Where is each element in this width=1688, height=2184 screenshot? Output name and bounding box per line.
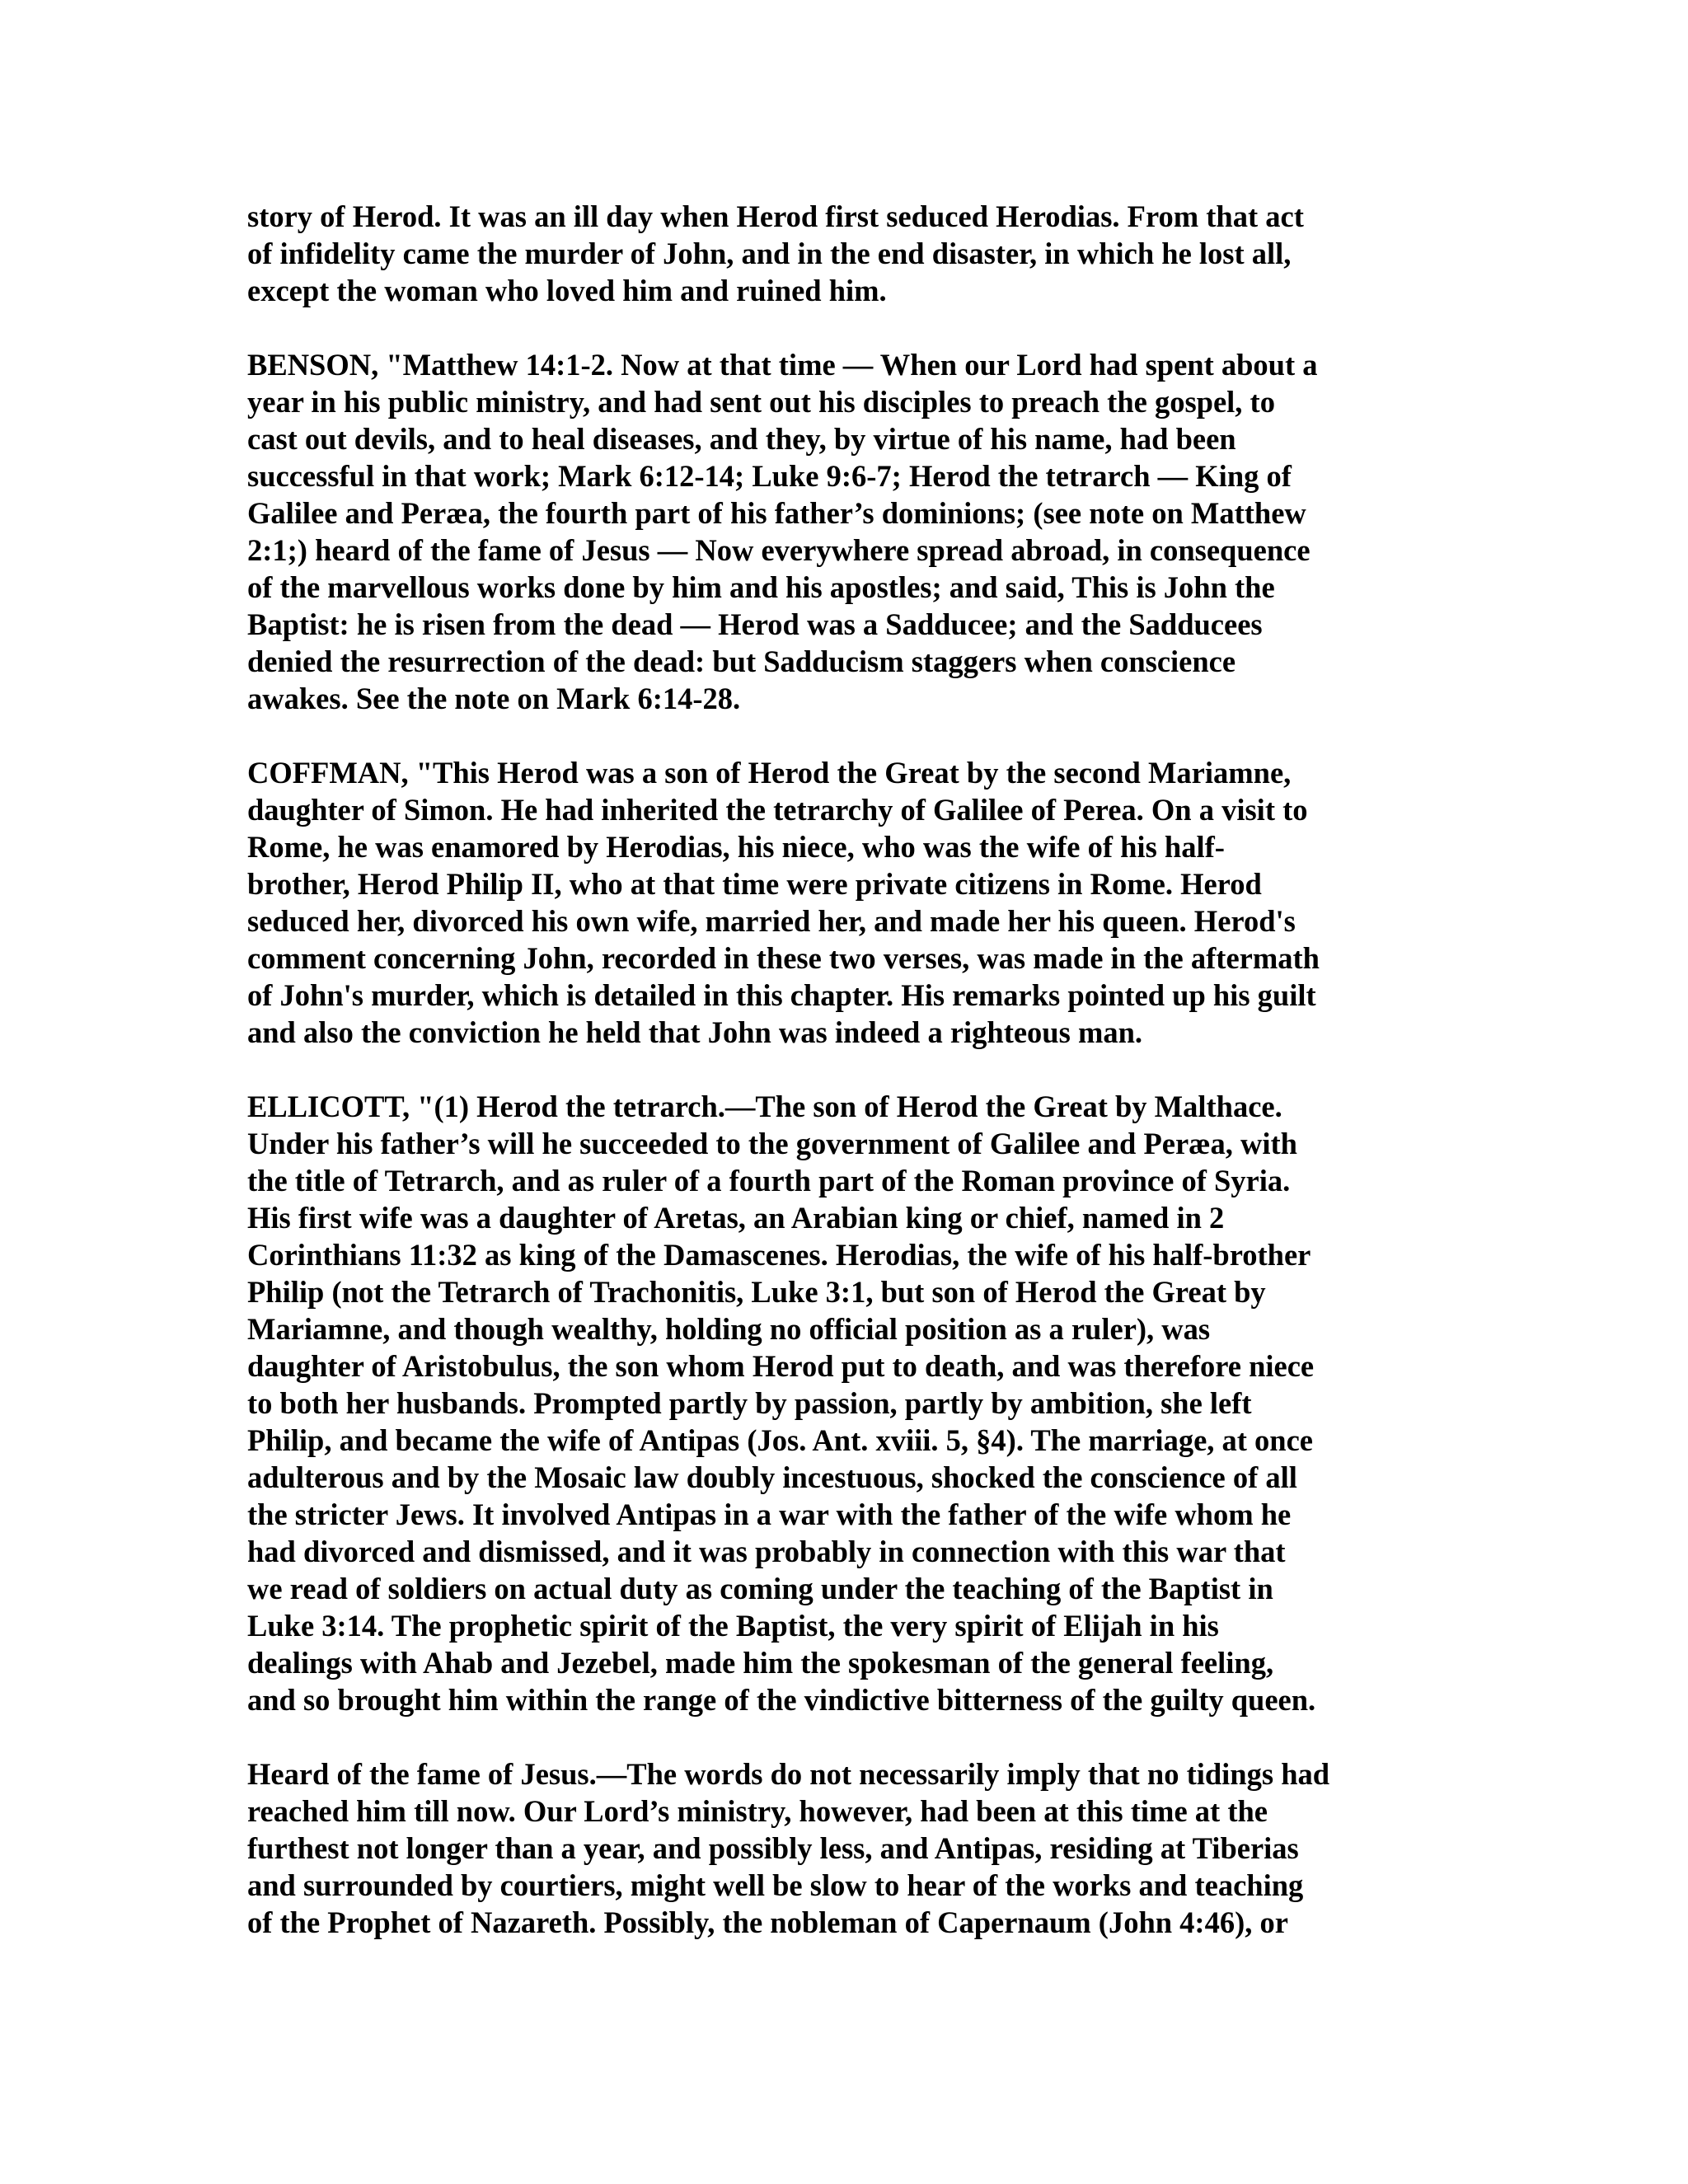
text-line: Philip (not the Tetrarch of Trachonitis, Luke 3:1, but son of Herod the Great by <box>247 1275 1266 1309</box>
paragraph-ellicott <box>247 1088 1451 1718</box>
text-line: denied the resurrection of the dead: but Sadducism staggers when conscience <box>247 644 1236 678</box>
text-line: Corinthians 11:32 as king of the Damascenes. Herodias, the wife of his half-brother <box>247 1238 1311 1272</box>
text-line: Heard of the fame of Jesus.—The words do not necessarily imply that no tidings had <box>247 1757 1330 1791</box>
text-line: of the Prophet of Nazareth. Possibly, the nobleman of Capernaum (John 4:46), or <box>247 1905 1288 1939</box>
text-line: had divorced and dismissed, and it was probably in connection with this war that <box>247 1535 1286 1568</box>
text-line: Philip, and became the wife of Antipas (Jos. Ant. xviii. 5, §4). The marriage, at once <box>247 1423 1314 1457</box>
text-line: comment concerning John, recorded in these two verses, was made in the aftermath <box>247 941 1320 975</box>
text-line: seduced her, divorced his own wife, married her, and made her his queen. Herod's <box>247 904 1296 938</box>
paragraph-coffman <box>247 754 1451 1051</box>
text-line: year in his public ministry, and had sent out his disciples to preach the gospel, to <box>247 385 1275 419</box>
text-line: story of Herod. It was an ill day when Herod first seduced Herodias. From that act <box>247 199 1304 233</box>
text-line: His first wife was a daughter of Aretas, an Arabian king or chief, named in 2 <box>247 1201 1225 1235</box>
paragraph-herod-story-end <box>247 198 1451 309</box>
text-line: of John's murder, which is detailed in this chapter. His remarks pointed up his guilt <box>247 978 1316 1012</box>
text-line: and surrounded by courtiers, might well be slow to hear of the works and teaching <box>247 1868 1304 1902</box>
text-line: ELLICOTT, "(1) Herod the tetrarch.—The son of Herod the Great by Malthace. <box>247 1090 1282 1123</box>
text-line: Galilee and Peræa, the fourth part of his father’s dominions; (see note on Matthew <box>247 496 1306 530</box>
text-line: Baptist: he is risen from the dead — Herod was a Sadducee; and the Sadducees <box>247 607 1263 641</box>
text-line: except the woman who loved him and ruined him. <box>247 274 887 307</box>
text-line: successful in that work; Mark 6:12-14; Luke 9:6-7; Herod the tetrarch — King of <box>247 459 1292 493</box>
text-line: daughter of Simon. He had inherited the tetrarchy of Galilee of Perea. On a visit to <box>247 793 1308 827</box>
text-line: of the marvellous works done by him and his apostles; and said, This is John the <box>247 570 1275 604</box>
text-line: Mariamne, and though wealthy, holding no official position as a ruler), was <box>247 1312 1211 1346</box>
text-line: furthest not longer than a year, and possibly less, and Antipas, residing at Tiberias <box>247 1831 1299 1865</box>
text-line: the title of Tetrarch, and as ruler of a fourth part of the Roman province of Syria. <box>247 1164 1291 1197</box>
commentary-text <box>247 198 1451 1978</box>
text-line: COFFMAN, "This Herod was a son of Herod the Great by the second Mariamne, <box>247 756 1292 790</box>
text-line: Under his father’s will he succeeded to the government of Galilee and Peræa, with <box>247 1127 1297 1160</box>
text-line: of infidelity came the murder of John, and in the end disaster, in which he lost all, <box>247 237 1292 270</box>
paragraph-fame-of-jesus <box>247 1755 1451 1941</box>
text-line: and also the conviction he held that John was indeed a righteous man. <box>247 1015 1143 1049</box>
text-line: daughter of Aristobulus, the son whom Herod put to death, and was therefore niece <box>247 1349 1315 1383</box>
text-line: BENSON, "Matthew 14:1-2. Now at that time — When our Lord had spent about a <box>247 348 1318 382</box>
paragraph-benson <box>247 346 1451 717</box>
text-line: we read of soldiers on actual duty as coming under the teaching of the Baptist in <box>247 1572 1273 1605</box>
text-line: to both her husbands. Prompted partly by passion, partly by ambition, she left <box>247 1386 1252 1420</box>
text-line: 2:1;) heard of the fame of Jesus — Now everywhere spread abroad, in consequence <box>247 533 1311 567</box>
text-line: Rome, he was enamored by Herodias, his niece, who was the wife of his half- <box>247 830 1225 864</box>
text-line: the stricter Jews. It involved Antipas in a war with the father of the wife whom he <box>247 1497 1292 1531</box>
text-line: awakes. See the note on Mark 6:14-28. <box>247 682 741 715</box>
text-line: Luke 3:14. The prophetic spirit of the Baptist, the very spirit of Elijah in his <box>247 1609 1219 1643</box>
text-line: and so brought him within the range of the vindictive bitterness of the guilty queen. <box>247 1683 1316 1717</box>
text-line: brother, Herod Philip II, who at that time were private citizens in Rome. Herod <box>247 867 1262 901</box>
text-line: cast out devils, and to heal diseases, and they, by virtue of his name, had been <box>247 422 1236 456</box>
text-line: dealings with Ahab and Jezebel, made him the spokesman of the general feeling, <box>247 1646 1274 1680</box>
text-line: reached him till now. Our Lord’s ministry, however, had been at this time at the <box>247 1794 1268 1828</box>
text-line: adulterous and by the Mosaic law doubly incestuous, shocked the conscience of all <box>247 1460 1297 1494</box>
